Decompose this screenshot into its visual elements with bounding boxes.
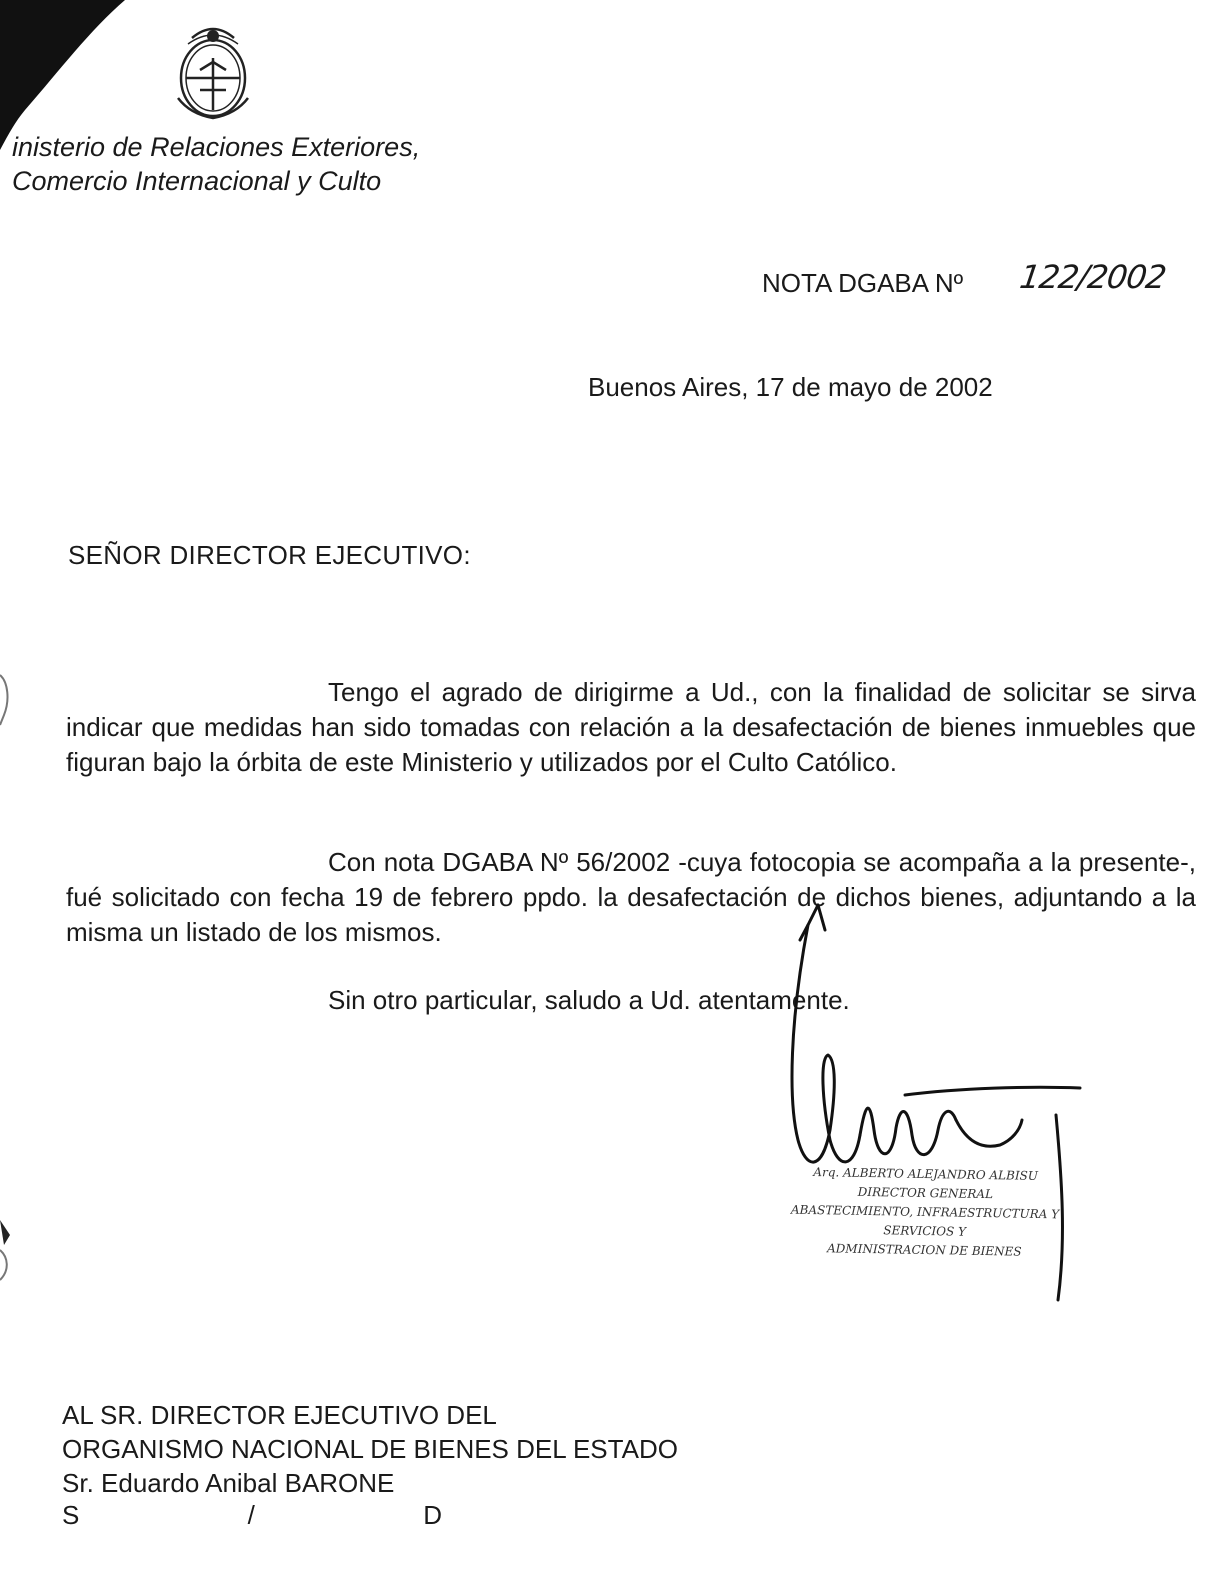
scan-margin-mark bbox=[0, 1215, 14, 1285]
coat-of-arms-seal bbox=[170, 18, 256, 122]
body-paragraph bbox=[66, 675, 1196, 780]
addressee-block bbox=[62, 1398, 678, 1500]
scan-corner-shadow bbox=[0, 0, 130, 150]
ministry-line: Comercio Internacional y Culto bbox=[12, 166, 382, 196]
stamp-line: ABASTECIMIENTO, INFRAESTRUCTURA Y SERVICIOS Y bbox=[790, 1202, 1060, 1239]
sd-letter: S bbox=[62, 1500, 80, 1530]
sd-line bbox=[62, 1500, 442, 1531]
ministry-heading bbox=[12, 130, 420, 198]
sd-letter: D bbox=[423, 1500, 442, 1530]
ministry-line: inisterio de Relaciones Exteriores, bbox=[12, 132, 421, 162]
closing-line: Sin otro particular, saludo a Ud. atentamente. bbox=[328, 985, 850, 1015]
sd-letter: / bbox=[247, 1500, 255, 1530]
paragraph-text: Con nota DGABA Nº 56/2002 -cuya fotocopia se acompaña a la presente-, fué solicitado con fecha 19 de febrero ppdo. la desafectación de dichos bienes, adjuntando a la misma un listado de los mismos. bbox=[66, 847, 1196, 947]
addressee-line: AL SR. DIRECTOR EJECUTIVO DEL bbox=[62, 1400, 497, 1430]
nota-label: NOTA DGABA Nº bbox=[762, 268, 964, 298]
signature-stamp bbox=[769, 1162, 1081, 1262]
stamp-line: ADMINISTRACION DE BIENES bbox=[826, 1241, 1022, 1259]
letter-date: Buenos Aires, 17 de mayo de 2002 bbox=[588, 372, 993, 402]
salutation: SEÑOR DIRECTOR EJECUTIVO: bbox=[68, 540, 471, 570]
scan-margin-mark bbox=[0, 670, 14, 730]
paragraph-text: Tengo el agrado de dirigirme a Ud., con la finalidad de solicitar se sirva indicar que medidas han sido tomadas con relación a la desafectación de bienes inmuebles que figuran bajo la órbita de este Ministerio y utilizados por el Culto Católico. bbox=[66, 677, 1196, 777]
addressee-line: ORGANISMO NACIONAL DE BIENES DEL ESTADO bbox=[62, 1434, 678, 1464]
stamp-line: Arq. ALBERTO ALEJANDRO ALBISU bbox=[813, 1165, 1039, 1183]
nota-number-handwritten: 122/2002 bbox=[1017, 258, 1168, 296]
addressee-line: Sr. Eduardo Anibal BARONE bbox=[62, 1468, 395, 1498]
stamp-line: DIRECTOR GENERAL bbox=[857, 1184, 994, 1202]
